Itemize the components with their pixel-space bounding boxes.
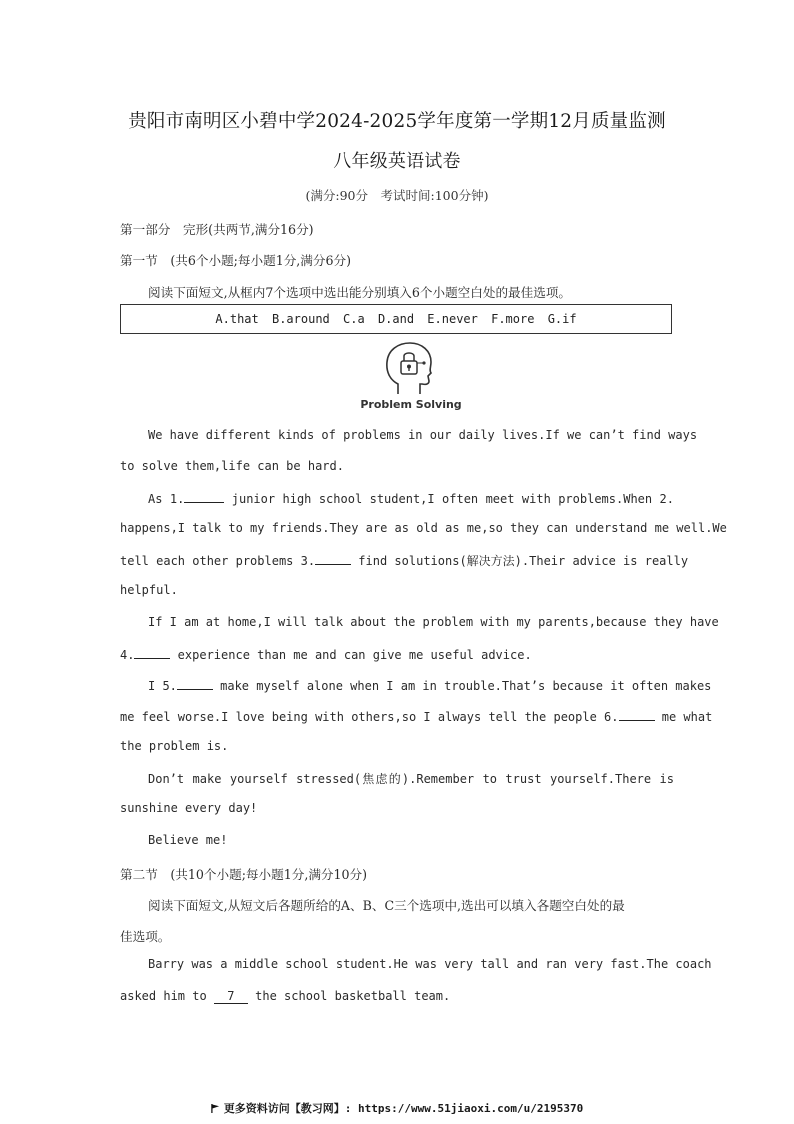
option-e: E.never: [427, 312, 478, 326]
passage2-line: [120, 989, 674, 1004]
passage2-line: Barry was a middle school student.He was very tall and ran very fast.The coach: [148, 957, 712, 971]
passage-text: make myself alone when I am in trouble.That’s because it often makes: [212, 679, 712, 693]
passage-line: the problem is.: [120, 739, 229, 753]
option-f: F.more: [491, 312, 535, 326]
passage-line: Don’t make yourself stressed(焦虑的).Remember to trust yourself.There is: [148, 772, 674, 786]
part1-heading: 第一部分 完形(共两节,满分16分): [120, 222, 314, 237]
figure-caption: Problem Solving: [360, 398, 462, 411]
blank-1: [184, 490, 224, 503]
passage-text: 4.: [120, 648, 135, 662]
passage-line: [148, 677, 712, 693]
blank-6: [619, 708, 655, 721]
passage-line: [120, 646, 674, 662]
section2-heading: 第二节 (共10个小题;每小题1分,满分10分): [120, 867, 368, 882]
exam-subject-title: 八年级英语试卷: [333, 151, 461, 172]
blank-5: [177, 677, 213, 690]
options-list: [121, 312, 671, 326]
passage-line: happens,I talk to my friends.They are as old as me,so they can understand me well.We: [120, 521, 727, 535]
option-a: A.that: [215, 312, 259, 326]
passage-text: As 1.: [148, 492, 185, 506]
passage-line: [120, 708, 713, 724]
head-with-lock-icon: [356, 340, 466, 398]
passage-text: me feel worse.I love being with others,so I always tell the people 6.: [120, 710, 619, 724]
footer[interactable]: [0, 1100, 794, 1116]
passage-line: to solve them,life can be hard.: [120, 459, 344, 473]
passage-line: helpful.: [120, 583, 178, 597]
section1-heading: 第一节 (共6个小题;每小题1分,满分6分): [120, 253, 352, 268]
option-d: D.and: [377, 312, 415, 326]
options-box: [120, 304, 672, 334]
passage-text: me what: [654, 710, 713, 724]
passage-text: the school basketball team.: [247, 989, 451, 1003]
section2-instruction: 佳选项。: [120, 929, 171, 944]
section1-instruction: 阅读下面短文,从框内7个选项中选出能分别填入6个小题空白处的最佳选项。: [148, 285, 572, 300]
passage-line: sunshine every day!: [120, 801, 258, 815]
passage-text: experience than me and can give me useful advice.: [170, 648, 532, 662]
passage-text: junior high school student,I often meet with problems.When 2.: [224, 492, 674, 506]
passage-text: asked him to: [120, 989, 214, 1003]
passage-line: Believe me!: [148, 833, 228, 847]
flag-icon: [211, 1104, 220, 1113]
option-c: C.a: [343, 312, 365, 326]
footer-link[interactable]: 更多资料访问【教习网】: https://www.51jiaoxi.com/u/2195370: [223, 1102, 584, 1115]
passage-line: [120, 552, 689, 569]
passage-line: If I am at home,I will talk about the problem with my parents,because they have: [148, 615, 719, 629]
passage-text: tell each other problems 3.: [120, 554, 316, 568]
blank-4: [134, 646, 170, 659]
blank-3: [315, 552, 351, 565]
exam-title: 贵阳市南明区小碧中学2024-2025学年度第一学期12月质量监测: [128, 111, 666, 132]
exam-info: (满分:90分 考试时间:100分钟): [305, 188, 489, 203]
section2-instruction: 阅读下面短文,从短文后各题所给的A、B、C三个选项中,选出可以填入各题空白处的最: [148, 898, 625, 913]
option-b: B.around: [271, 312, 330, 326]
problem-solving-figure: [356, 340, 466, 416]
blank-7: 7: [214, 989, 248, 1004]
passage-text: find solutions(解决方法).Their advice is really: [351, 554, 689, 568]
option-g: G.if: [547, 312, 577, 326]
passage-line: [148, 490, 674, 506]
passage-line: We have different kinds of problems in our daily lives.If we can’t find ways: [148, 428, 698, 442]
passage-text: I 5.: [148, 679, 177, 693]
